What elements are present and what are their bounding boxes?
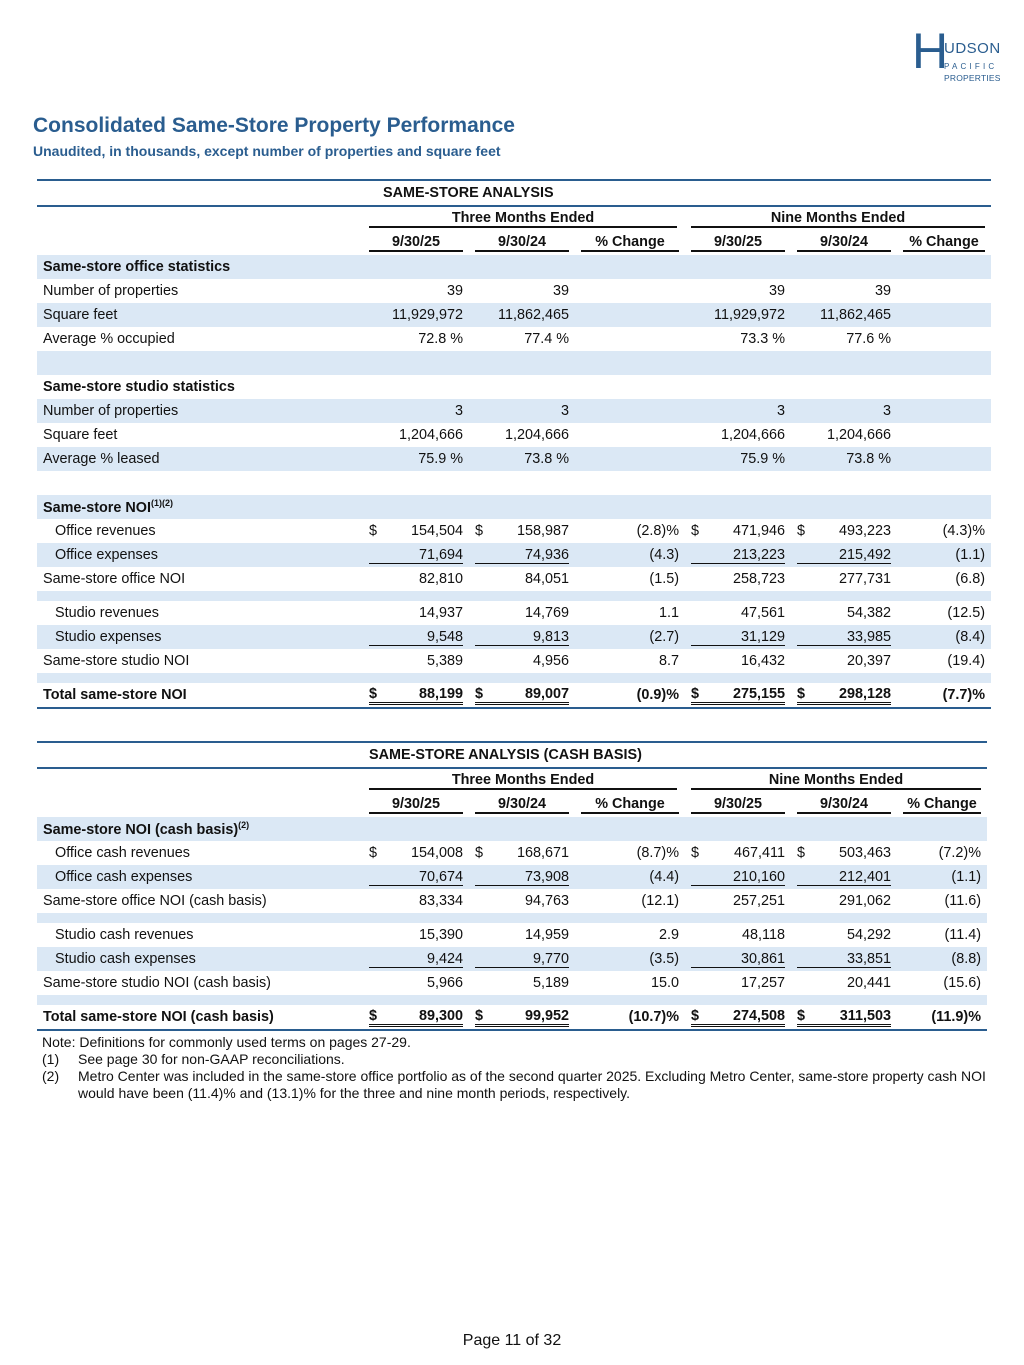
section-label: Same-store NOI xyxy=(43,499,151,516)
section-row xyxy=(37,817,987,841)
note-intro: Note: Definitions for commonly used terms on pages 27-29. xyxy=(42,1034,411,1050)
row-label: Office cash revenues xyxy=(55,845,190,861)
cell: (4.3) xyxy=(575,543,685,567)
table-row xyxy=(37,567,991,591)
three-months-header: Three Months Ended xyxy=(369,772,677,790)
cell: 5,389 xyxy=(426,653,463,669)
cell: 275,155 xyxy=(732,685,785,702)
cell: 83,334 xyxy=(418,893,463,909)
row-label: Studio cash expenses xyxy=(37,947,363,971)
total-row xyxy=(37,1005,987,1030)
spacer-row xyxy=(37,471,991,495)
col-header: 9/30/25 xyxy=(369,234,463,252)
cell: 11,862,465 xyxy=(469,303,575,327)
table-row xyxy=(37,649,991,673)
row-label: Studio cash revenues xyxy=(55,927,194,943)
footnote-item xyxy=(42,1051,992,1068)
cell: 47,561 xyxy=(740,605,785,621)
cell: 31,129 xyxy=(691,629,785,646)
cell: 75.9 % xyxy=(363,447,469,471)
cell: (19.4) xyxy=(947,653,985,669)
col-header: 9/30/24 xyxy=(475,796,569,814)
row-label: Square feet xyxy=(43,427,118,443)
cell: 3 xyxy=(363,399,469,423)
table-row xyxy=(37,303,991,327)
cell: 33,851 xyxy=(797,951,891,968)
table-row xyxy=(37,889,987,913)
section-row xyxy=(37,375,991,399)
page-subtitle: Unaudited, in thousands, except number of properties and square feet xyxy=(33,143,501,159)
cell: 257,251 xyxy=(732,893,785,909)
logo-graphic xyxy=(912,20,1002,88)
col-header: % Change xyxy=(903,796,981,814)
cell: (12.1) xyxy=(641,893,679,909)
dollar-sign: $ xyxy=(797,845,806,861)
row-label: Same-store studio NOI xyxy=(43,653,190,669)
cell: 3 xyxy=(685,399,791,423)
table-row xyxy=(37,399,991,423)
cell: (11.9)% xyxy=(897,1005,987,1030)
dollar-sign: $ xyxy=(691,1007,700,1024)
cell: 11,929,972 xyxy=(685,303,791,327)
spacer-row xyxy=(37,673,991,683)
footnotes xyxy=(42,1034,992,1102)
cell: 154,504 xyxy=(410,523,463,539)
section-label: Same-store office statistics xyxy=(37,255,991,279)
cell: (11.4) xyxy=(944,927,981,943)
total-row xyxy=(37,683,991,708)
row-label: Same-store studio NOI (cash basis) xyxy=(43,975,271,991)
row-label: Square feet xyxy=(37,303,363,327)
cell: (7.2)% xyxy=(938,845,981,861)
table-row xyxy=(37,841,987,865)
cell: 72.8 % xyxy=(418,331,463,347)
cell: 16,432 xyxy=(740,653,785,669)
cell: 84,051 xyxy=(524,571,569,587)
cell: (8.7)% xyxy=(636,845,679,861)
column-header-row xyxy=(37,793,987,817)
cell: 74,936 xyxy=(475,547,569,564)
period-header-row xyxy=(37,206,991,231)
logo-big-letter: H xyxy=(912,23,949,79)
table-banner-row xyxy=(37,742,987,768)
table-row xyxy=(37,519,991,543)
cell: 503,463 xyxy=(838,845,891,861)
same-store-analysis-table xyxy=(37,179,991,709)
cell: 15.0 xyxy=(650,975,679,991)
cell: 210,160 xyxy=(691,869,785,886)
section-label: Same-store studio statistics xyxy=(43,379,235,395)
dollar-sign: $ xyxy=(475,685,484,702)
cell: 14,959 xyxy=(524,927,569,943)
cell: 9,813 xyxy=(475,629,569,646)
cell: 89,300 xyxy=(418,1007,463,1024)
logo-word-properties: PROPERTIES xyxy=(944,73,1001,83)
col-header: % Change xyxy=(903,234,985,252)
table-row xyxy=(37,543,991,567)
cell: (12.5) xyxy=(947,605,985,621)
dollar-sign: $ xyxy=(369,523,378,539)
col-header: 9/30/25 xyxy=(691,234,785,252)
cell: 5,189 xyxy=(532,975,569,991)
cell: (4.3)% xyxy=(942,523,985,539)
period-header-row xyxy=(37,768,987,793)
footnote-item xyxy=(42,1068,992,1102)
cash-basis-analysis-table xyxy=(37,741,987,1031)
table-row xyxy=(37,447,991,471)
cell: 1,204,666 xyxy=(398,427,463,443)
cell: 274,508 xyxy=(732,1007,785,1024)
cell: 493,223 xyxy=(838,523,891,539)
cell: (6.8) xyxy=(955,571,985,587)
dollar-sign: $ xyxy=(369,845,378,861)
section-row xyxy=(37,255,991,279)
cell: 291,062 xyxy=(838,893,891,909)
row-label: Same-store office NOI (cash basis) xyxy=(43,893,267,909)
cell: 467,411 xyxy=(734,845,785,861)
cell: 212,401 xyxy=(797,869,891,886)
dollar-sign: $ xyxy=(369,685,378,702)
cell: (8.4) xyxy=(897,625,991,649)
footnote-ref: (2) xyxy=(238,820,250,831)
cell: 39 xyxy=(874,283,891,299)
table-row xyxy=(37,279,991,303)
cell: 14,769 xyxy=(524,605,569,621)
footnote-number: (2) xyxy=(42,1068,60,1084)
nine-months-header: Nine Months Ended xyxy=(691,210,985,228)
three-months-header: Three Months Ended xyxy=(369,210,677,228)
cell: 2.9 xyxy=(658,927,679,943)
cell: 258,723 xyxy=(732,571,785,587)
table-row xyxy=(37,327,991,351)
table-banner: SAME-STORE ANALYSIS xyxy=(363,180,991,206)
spacer-row xyxy=(37,913,987,923)
table-row xyxy=(37,923,987,947)
row-label: Total same-store NOI (cash basis) xyxy=(37,1005,363,1030)
cell: 30,861 xyxy=(691,951,785,968)
cell: 14,937 xyxy=(418,605,463,621)
logo-word-pacific: PACIFIC xyxy=(944,62,998,71)
cell: 9,770 xyxy=(475,951,569,968)
cell: 311,503 xyxy=(839,1007,891,1024)
cell: 48,118 xyxy=(742,927,785,943)
cell: 82,810 xyxy=(418,571,463,587)
section-row xyxy=(37,495,991,519)
cell: (2.7) xyxy=(575,625,685,649)
cell: 277,731 xyxy=(838,571,891,587)
cell: 15,390 xyxy=(418,927,463,943)
cell: 213,223 xyxy=(691,547,785,564)
cell: 154,008 xyxy=(410,845,463,861)
cell: (1.1) xyxy=(897,543,991,567)
table-row xyxy=(37,625,991,649)
dollar-sign: $ xyxy=(691,523,700,539)
row-label: Office cash expenses xyxy=(37,865,363,889)
col-header: 9/30/24 xyxy=(797,796,891,814)
spacer-row xyxy=(37,351,991,375)
cell: (7.7)% xyxy=(897,683,991,708)
dollar-sign: $ xyxy=(797,523,806,539)
dollar-sign: $ xyxy=(475,523,484,539)
table-row xyxy=(37,971,987,995)
table-row xyxy=(37,865,987,889)
dollar-sign: $ xyxy=(475,1007,484,1024)
row-label: Number of properties xyxy=(37,399,363,423)
row-label: Average % occupied xyxy=(43,331,175,347)
cell: 8.7 xyxy=(658,653,679,669)
cell: 54,382 xyxy=(846,605,891,621)
dollar-sign: $ xyxy=(691,845,700,861)
footnote-number: (1) xyxy=(42,1051,60,1067)
col-header: 9/30/24 xyxy=(475,234,569,252)
col-header: 9/30/25 xyxy=(369,796,463,814)
table-banner-row xyxy=(37,180,991,206)
dollar-sign: $ xyxy=(475,845,484,861)
dollar-sign: $ xyxy=(797,685,806,702)
spacer-row xyxy=(37,995,987,1005)
row-label: Total same-store NOI xyxy=(37,683,363,708)
col-header: 9/30/24 xyxy=(797,234,891,252)
table-row xyxy=(37,423,991,447)
cell: 1,204,666 xyxy=(504,427,569,443)
cell: 33,985 xyxy=(797,629,891,646)
cell: (1.5) xyxy=(649,571,679,587)
cell: 70,674 xyxy=(369,869,463,886)
dollar-sign: $ xyxy=(369,1007,378,1024)
cell: 77.4 % xyxy=(524,331,569,347)
cell: 3 xyxy=(791,399,897,423)
cell: 1.1 xyxy=(658,605,679,621)
footnote-text: See page 30 for non-GAAP reconciliations. xyxy=(78,1051,345,1067)
cell: 158,987 xyxy=(516,523,569,539)
row-label: Average % leased xyxy=(37,447,363,471)
cell: 94,763 xyxy=(524,893,569,909)
cell: 9,548 xyxy=(369,629,463,646)
col-header: % Change xyxy=(581,796,679,814)
cell: 39 xyxy=(552,283,569,299)
spacer-row xyxy=(37,591,991,601)
section-label: Same-store NOI (cash basis) xyxy=(43,821,239,838)
dollar-sign: $ xyxy=(691,685,700,702)
cell: 73.8 % xyxy=(791,447,897,471)
row-label: Studio revenues xyxy=(55,605,160,621)
footnote-text: Metro Center was included in the same-store office portfolio as of the second quarter 2025. Excluding Metro Center, same-store property cash NOI would have been (11.4)% and (13.1)% for the three and nine month periods, respectively. xyxy=(78,1068,986,1101)
table-row xyxy=(37,947,987,971)
cell: 11,862,465 xyxy=(791,303,897,327)
cell: 298,128 xyxy=(838,685,891,702)
hudson-pacific-logo xyxy=(912,20,1002,88)
dollar-sign: $ xyxy=(797,1007,806,1024)
col-header: 9/30/25 xyxy=(691,796,785,814)
cell: 20,397 xyxy=(846,653,891,669)
cell: (4.4) xyxy=(575,865,685,889)
cell: (8.8) xyxy=(897,947,987,971)
row-label: Office expenses xyxy=(37,543,363,567)
cell: (2.8)% xyxy=(636,523,679,539)
cell: 73.8 % xyxy=(469,447,575,471)
cell: 39 xyxy=(768,283,785,299)
cell: 5,966 xyxy=(426,975,463,991)
cell: (0.9)% xyxy=(575,683,685,708)
cell: 471,946 xyxy=(732,523,785,539)
logo-word-udson: UDSON xyxy=(944,40,1001,57)
row-label: Number of properties xyxy=(43,283,179,299)
column-header-row xyxy=(37,231,991,255)
cell: 168,671 xyxy=(516,845,569,861)
row-label: Office revenues xyxy=(55,523,156,539)
cell: (1.1) xyxy=(897,865,987,889)
cell: 11,929,972 xyxy=(363,303,469,327)
col-header: % Change xyxy=(581,234,679,252)
cell: 54,292 xyxy=(846,927,891,943)
cell: 88,199 xyxy=(418,685,463,702)
cell: (11.6) xyxy=(944,893,981,909)
cell: 73.3 % xyxy=(740,331,785,347)
cell: 75.9 % xyxy=(685,447,791,471)
table-row xyxy=(37,601,991,625)
row-label: Studio expenses xyxy=(37,625,363,649)
cell: 9,424 xyxy=(369,951,463,968)
row-label: Same-store office NOI xyxy=(43,571,186,587)
cell: 73,908 xyxy=(475,869,569,886)
cell: 1,204,666 xyxy=(720,427,785,443)
table-banner: SAME-STORE ANALYSIS (CASH BASIS) xyxy=(363,742,987,768)
footnote-ref: (1)(2) xyxy=(150,498,173,509)
cell: (15.6) xyxy=(943,975,981,991)
nine-months-header: Nine Months Ended xyxy=(691,772,981,790)
cell: 215,492 xyxy=(797,547,891,564)
cell: 39 xyxy=(446,283,463,299)
cell: 77.6 % xyxy=(846,331,891,347)
cell: 17,257 xyxy=(740,975,785,991)
cell: 4,956 xyxy=(532,653,569,669)
cell: (3.5) xyxy=(575,947,685,971)
cell: (10.7)% xyxy=(575,1005,685,1030)
page-number: Page 11 of 32 xyxy=(462,1332,562,1349)
cell: 20,441 xyxy=(846,975,891,991)
cell: 1,204,666 xyxy=(826,427,891,443)
page-title: Consolidated Same-Store Property Performance xyxy=(33,114,515,137)
cell: 71,694 xyxy=(369,547,463,564)
cell: 3 xyxy=(469,399,575,423)
cell: 99,952 xyxy=(524,1007,569,1024)
cell: 89,007 xyxy=(524,685,569,702)
